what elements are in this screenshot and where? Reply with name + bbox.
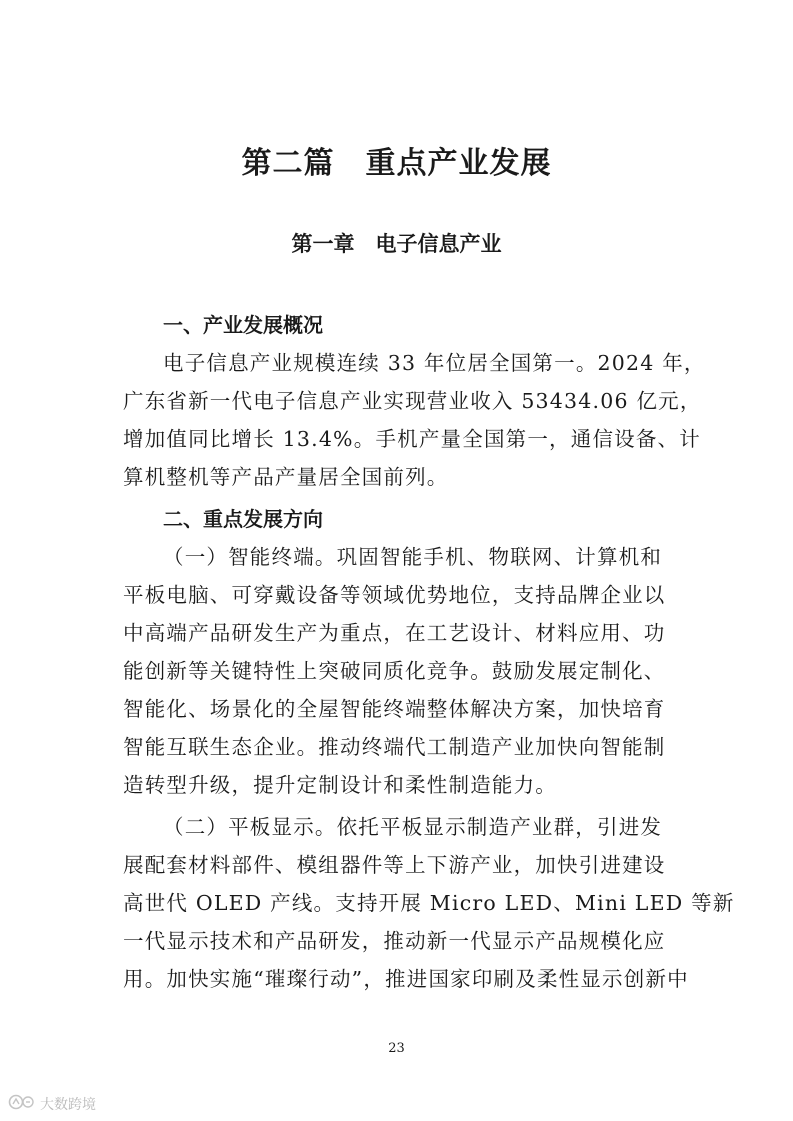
- paragraph-line: 中高端产品研发生产为重点，在工艺设计、材料应用、功: [123, 621, 666, 645]
- watermark-text: 大数跨境: [40, 1097, 96, 1113]
- chapter-title: 第一章 电子信息产业: [291, 231, 502, 256]
- section-heading-directions: 二、重点发展方向: [163, 507, 323, 531]
- paragraph-line-text: 巩固智能手机、物联网、计算机和: [336, 545, 663, 569]
- paragraph-line: 增加值同比增长 13.4%。手机产量全国第一，通信设备、计: [123, 427, 701, 451]
- subsection-label-smart-terminals: （一）智能终端。: [163, 545, 337, 569]
- section-heading-overview: 一、产业发展概况: [163, 313, 323, 337]
- paragraph-line: 用。加快实施“璀璨行动”，推进国家印刷及柔性显示创新中: [123, 967, 689, 991]
- paragraph-line: 一代显示技术和产品研发，推动新一代显示产品规模化应: [123, 929, 666, 953]
- paragraph-line: [123, 538, 678, 576]
- paragraph-line: 造转型升级，提升定制设计和柔性制造能力。: [123, 773, 557, 797]
- paragraph-line: 广东省新一代电子信息产业实现营业收入 53434.06 亿元，: [123, 389, 702, 413]
- paragraph-line-text: 依托平板显示制造产业群，引进发: [336, 815, 663, 839]
- subsection-label-flat-display: （二）平板显示。: [163, 815, 337, 839]
- document-body: [123, 306, 735, 998]
- paragraph-line: 算机整机等产品产量居全国前列。: [123, 465, 449, 489]
- paragraph-line: 智能互联生态企业。推动终端代工制造产业加快向智能制: [123, 735, 666, 759]
- paragraph-line: 高世代 OLED 产线。支持开展 Micro LED、Mini LED 等新: [123, 891, 735, 915]
- paragraph-line: 智能化、场景化的全屋智能终端整体解决方案，加快培育: [123, 697, 666, 721]
- paragraph-line: 展配套材料部件、模组器件等上下游产业，加快引进建设: [123, 853, 666, 877]
- watermark: [8, 1094, 96, 1114]
- paragraph-line: 电子信息产业规模连续 33 年位居全国第一。2024 年，: [163, 351, 706, 375]
- page-number: 23: [388, 1041, 405, 1056]
- paragraph-line: 平板电脑、可穿戴设备等领域优势地位，支持品牌企业以: [123, 583, 666, 607]
- paragraph-line: [123, 808, 678, 846]
- watermark-logo-icon: [8, 1094, 40, 1114]
- part-title: 第二篇 重点产业发展: [241, 146, 552, 181]
- paragraph-line: 能创新等关键特性上突破同质化竞争。鼓励发展定制化、: [123, 659, 666, 683]
